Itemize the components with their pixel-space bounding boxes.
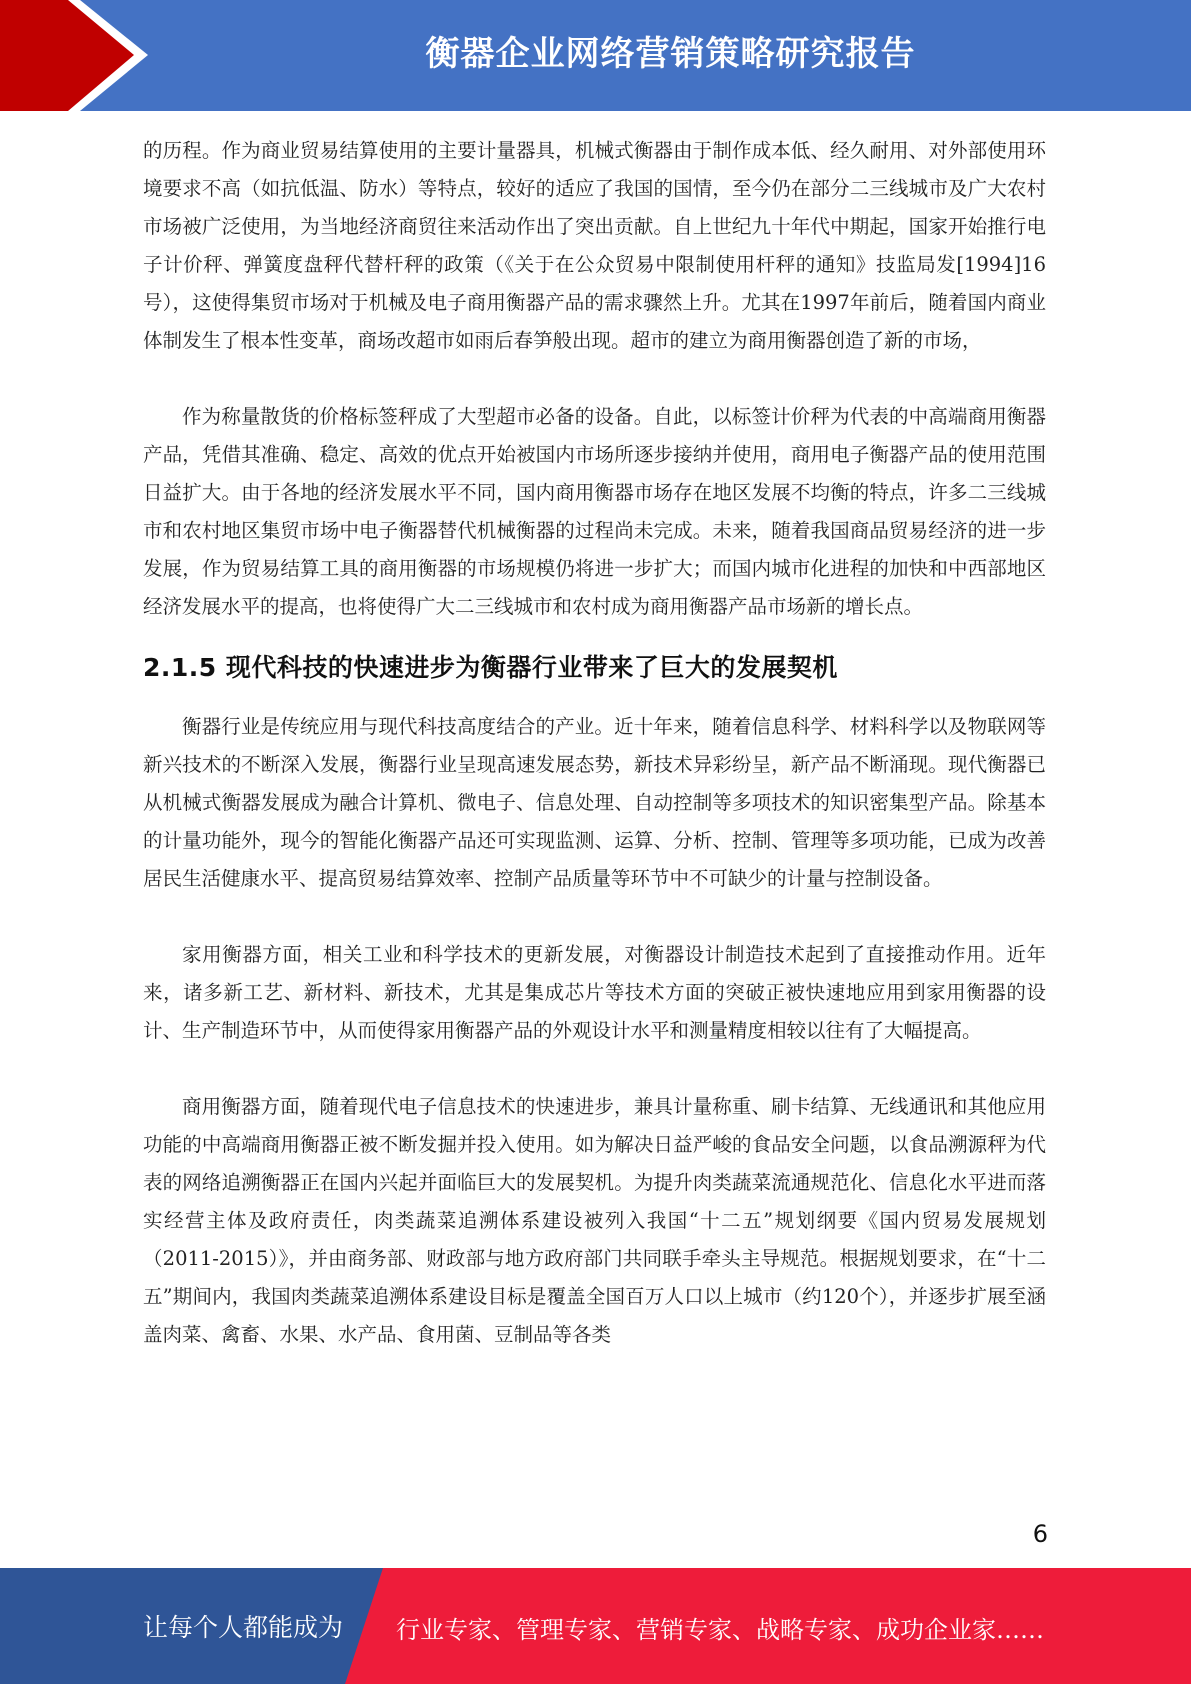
page-footer: [0, 1568, 1191, 1684]
body-paragraph: 衡器行业是传统应用与现代科技高度结合的产业。近十年来，随着信息科学、材料科学以及物联网等新兴技术的不断深入发展，衡器行业呈现高速发展态势，新技术异彩纷呈，新产品不断涌现。现代衡器已从机械式衡器发展成为融合计算机、微电子、信息处理、自动控制等多项技术的知识密集型产品。除基本的计量功能外，现今的智能化衡器产品还可实现监测、运算、分析、控制、管理等多项功能，已成为改善居民生活健康水平、提高贸易结算效率、控制产品质量等环节中不可缺少的计量与控制设备。: [143, 715, 1046, 890]
report-title: 衡器企业网络营销策略研究报告: [425, 34, 916, 74]
body-paragraph: 的历程。作为商业贸易结算使用的主要计量器具，机械式衡器由于制作成本低、经久耐用、对外部使用环境要求不高（如抗低温、防水）等特点，较好的适应了我国的国情，至今仍在部分二三线城市及广大农村市场被广泛使用，为当地经济商贸往来活动作出了突出贡献。自上世纪九十年代中期起，国家开始推行电子计价秤、弹簧度盘秤代替杆秤的政策（《关于在公众贸易中限制使用杆秤的通知》技监局发[1994]16号），这使得集贸市场对于机械及电子商用衡器产品的需求骤然上升。尤其在1997年前后，随着国内商业体制发生了根本性变革，商场改超市如雨后春笋般出现。超市的建立为商用衡器创造了新的市场，: [143, 139, 1046, 352]
footer-slogan-right: 行业专家、管理专家、营销专家、战略专家、成功企业家……: [396, 1616, 1044, 1644]
body-paragraph: 商用衡器方面，随着现代电子信息技术的快速进步，兼具计量称重、刷卡结算、无线通讯和其他应用功能的中高端商用衡器正被不断发掘并投入使用。如为解决日益严峻的食品安全问题，以食品溯源秤为代表的网络追溯衡器正在国内兴起并面临巨大的发展契机。为提升肉类蔬菜流通规范化、信息化水平进而落实经营主体及政府责任，肉类蔬菜追溯体系建设被列入我国“十二五”规划纲要《国内贸易发展规划（2011-2015）》，并由商务部、财政部与地方政府部门共同联手牵头主导规范。根据规划要求，在“十二五”期间内，我国肉类蔬菜追溯体系建设目标是覆盖全国百万人口以上城市（约120个），并逐步扩展至涵盖肉菜、禽畜、水果、水产品、食用菌、豆制品等各类: [143, 1095, 1046, 1346]
body-paragraph: 家用衡器方面，相关工业和科学技术的更新发展，对衡器设计制造技术起到了直接推动作用。近年来，诸多新工艺、新材料、新技术，尤其是集成芯片等技术方面的突破正被快速地应用到家用衡器的设计、生产制造环节中，从而使得家用衡器产品的外观设计水平和测量精度相较以往有了大幅提高。: [143, 943, 1046, 1042]
body-paragraph: 作为称量散货的价格标签秤成了大型超市必备的设备。自此，以标签计价秤为代表的中高端商用衡器产品，凭借其准确、稳定、高效的优点开始被国内市场所逐步接纳并使用，商用电子衡器产品的使用范围日益扩大。由于各地的经济发展水平不同，国内商用衡器市场存在地区发展不均衡的特点，许多二三线城市和农村地区集贸市场中电子衡器替代机械衡器的过程尚未完成。未来，随着我国商品贸易经济的进一步发展，作为贸易结算工具的商用衡器的市场规模仍将进一步扩大；而国内城市化进程的加快和中西部地区经济发展水平的提高，也将使得广大二三线城市和农村成为商用衡器产品市场新的增长点。: [143, 405, 1046, 618]
section-heading: 2.1.5 现代科技的快速进步为衡器行业带来了巨大的发展契机: [143, 653, 838, 682]
page-number: 6: [1032, 1520, 1048, 1548]
footer-slogan-left: 让每个人都能成为: [143, 1613, 344, 1642]
page-body: [143, 132, 1046, 1354]
page-header: [0, 0, 1191, 111]
